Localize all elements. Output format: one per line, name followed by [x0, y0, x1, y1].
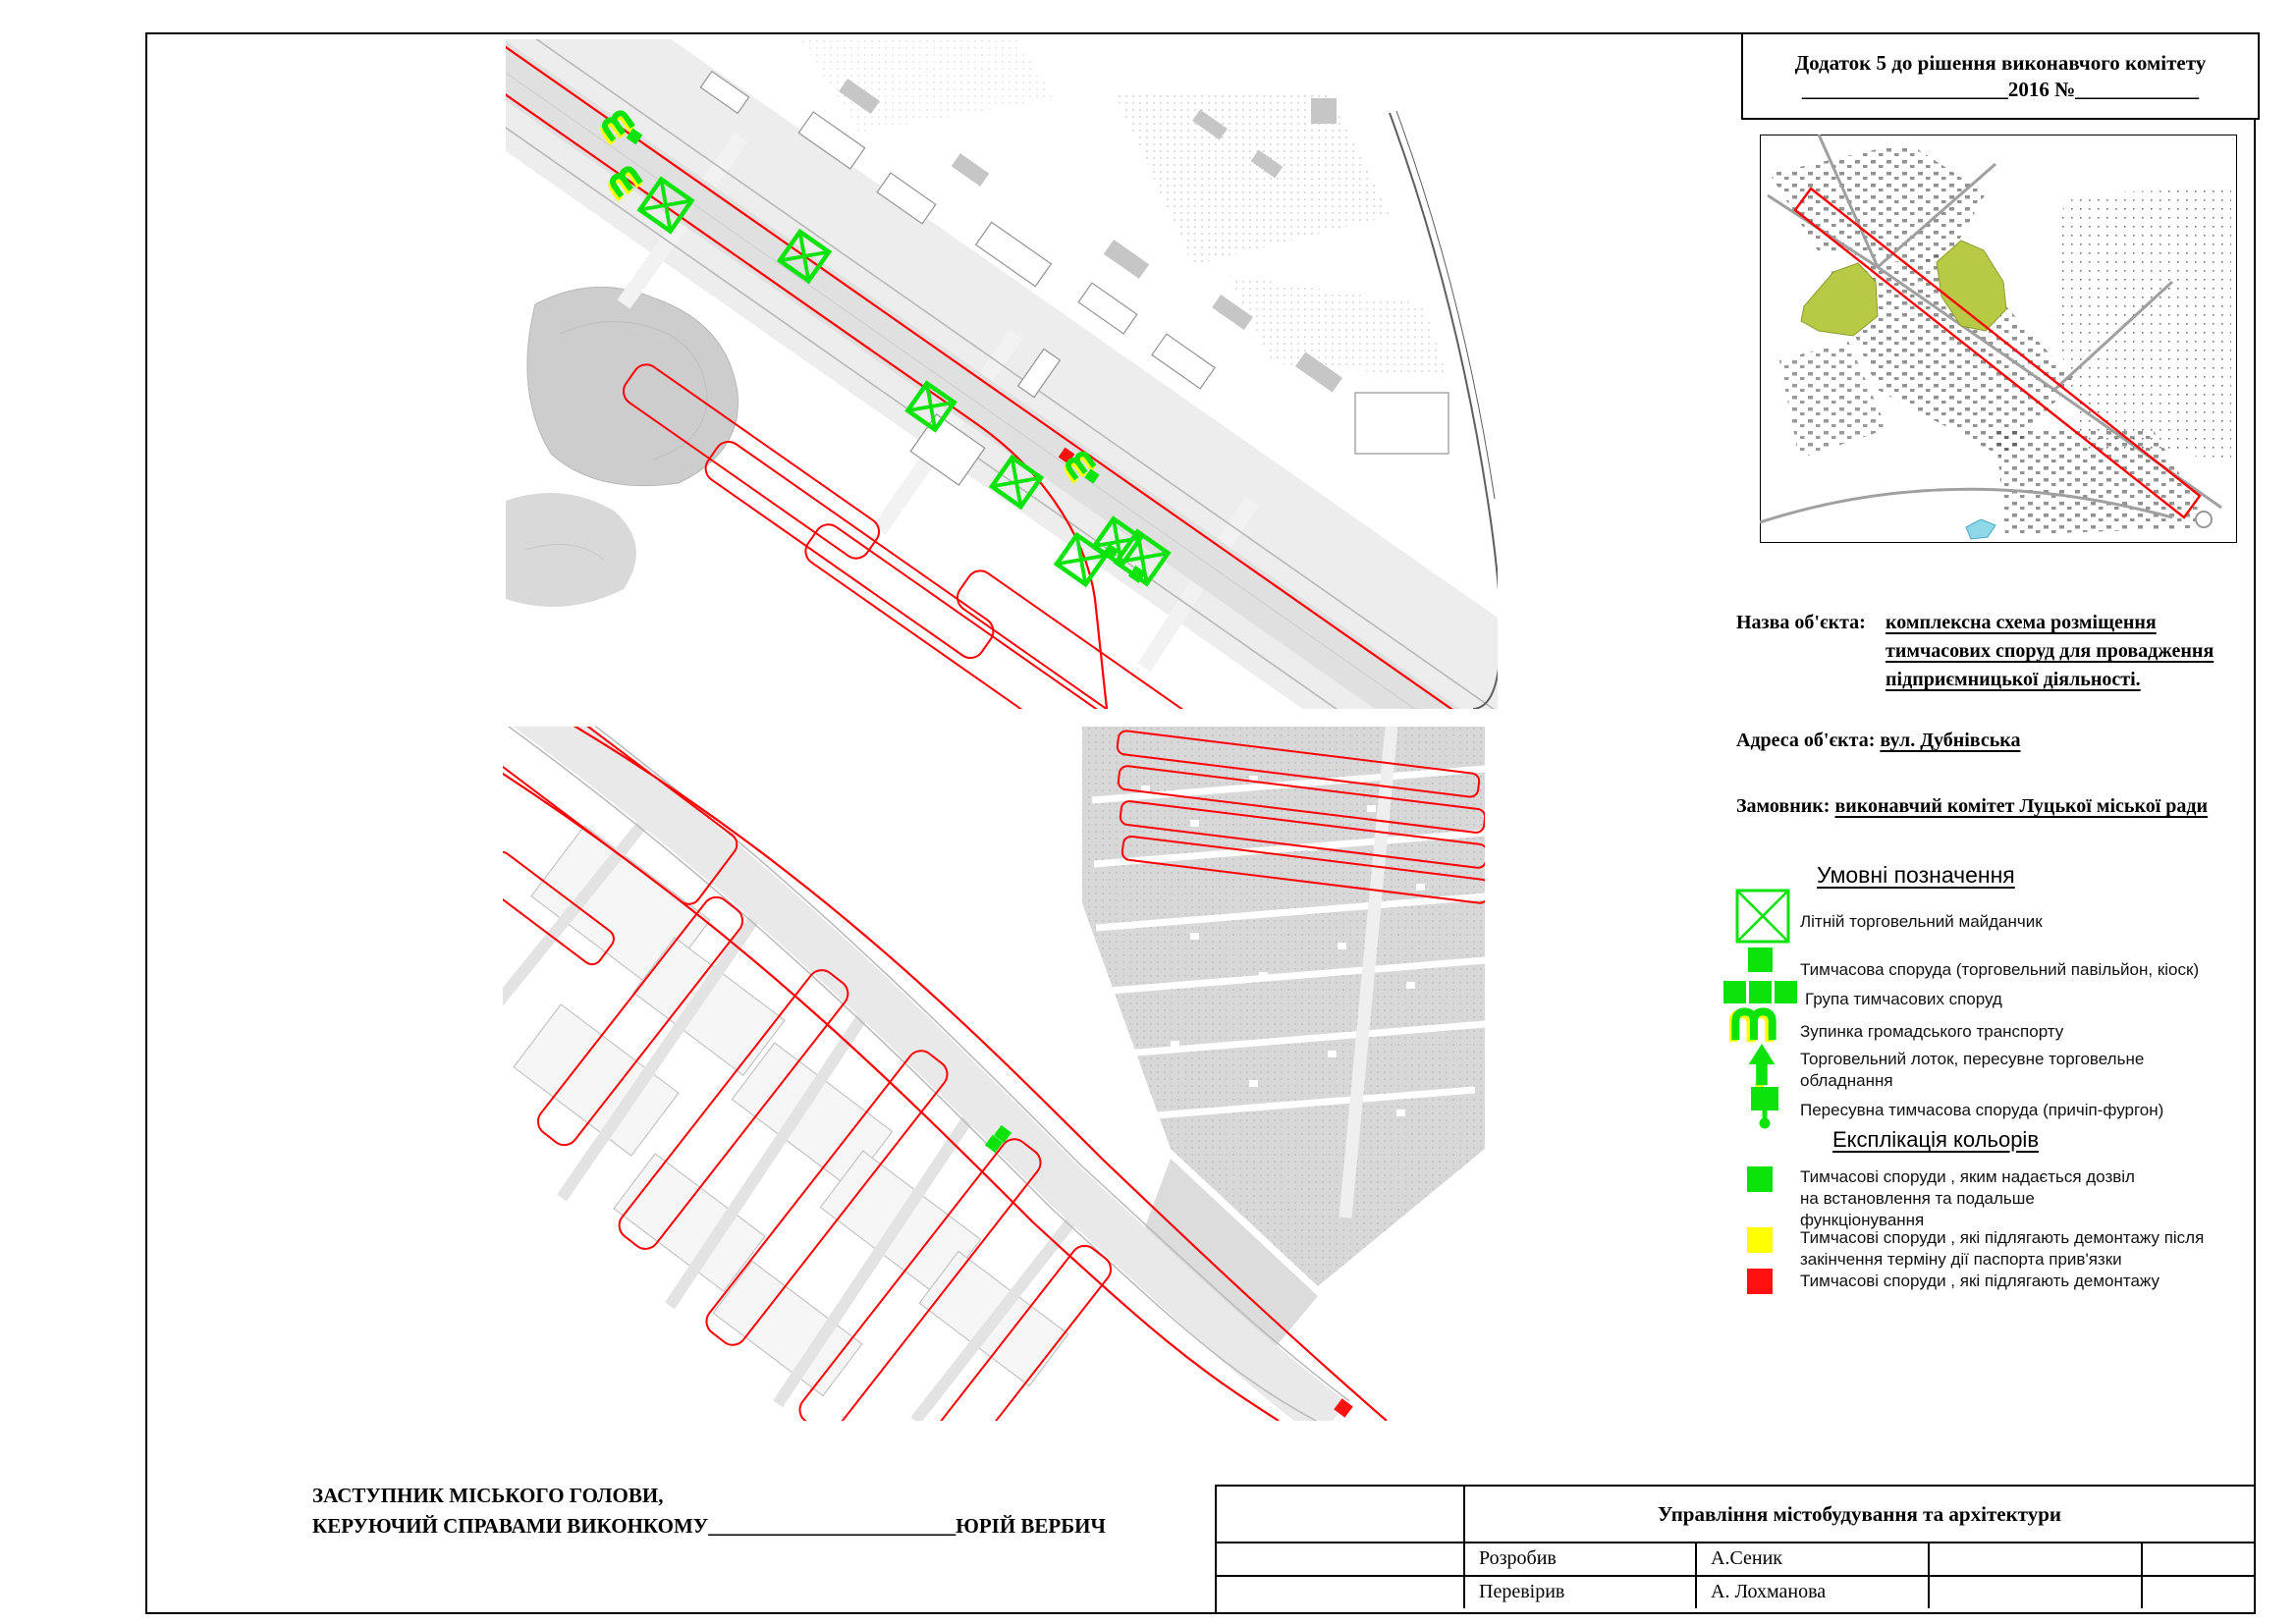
signature-role: КЕРУЮЧИЙ СПРАВАМИ ВИКОНКОМУ — [312, 1514, 709, 1538]
color-legend-title: Експлікація кольорів — [1832, 1127, 2040, 1152]
object-address-value: вул. Дубнівська — [1880, 730, 2021, 751]
crossed-square-icon — [1734, 888, 1791, 947]
signature-block — [312, 1481, 1106, 1542]
legend-item-label: Зупинка громадського транспорту — [1800, 1022, 2064, 1041]
object-name-line: комплексна схема розміщення — [1886, 612, 2157, 633]
inset-map-canvas — [1760, 135, 2237, 543]
customer-block — [1736, 791, 2262, 821]
object-name-line: тимчасових споруд для провадження — [1886, 640, 2214, 662]
green-squares-group-icon — [1723, 980, 1798, 1005]
object-address-label: Адреса об'єкта: — [1736, 730, 1876, 751]
legend-title: Умовні позначення — [1817, 862, 2015, 888]
object-name-line: підприємницької діяльності. — [1886, 669, 2141, 690]
object-address-block — [1736, 730, 2021, 752]
trailer-icon — [1748, 1084, 1781, 1129]
bottom-map-canvas — [503, 727, 1485, 1421]
title-block-empty-cell — [2143, 1542, 2254, 1575]
top-map-canvas — [506, 39, 1498, 709]
appendix-header-box — [1741, 32, 2260, 120]
title-block-name: А.Сеник — [1697, 1542, 1930, 1575]
title-block-empty-cell — [1930, 1575, 2143, 1608]
title-block-empty-cell — [1217, 1542, 1465, 1575]
bus-stop-icon — [1729, 1007, 1778, 1047]
color-legend-label: Тимчасові споруди , які підлягають демонтажу після закінчення терміну дії паспорта прив'язки — [1800, 1228, 2205, 1269]
signature-name: ЮРІЙ ВЕРБИЧ — [956, 1514, 1106, 1538]
title-block-table — [1215, 1485, 2256, 1614]
signature-fill-line: ________________________ — [708, 1514, 957, 1538]
title-block-empty-cell — [1217, 1575, 1465, 1608]
title-block-role: Перевірив — [1465, 1575, 1697, 1608]
appendix-title-line1: Додаток 5 до рішення виконавчого комітету — [1794, 50, 2207, 75]
color-legend-label: Тимчасові споруди , яким надається дозвіл на встановлення та подальше функціонування — [1800, 1167, 2135, 1229]
frame-left — [145, 32, 147, 1614]
inset-overview-map — [1760, 135, 2237, 543]
map-panel-bottom — [503, 727, 1485, 1421]
customer-value: виконавчий комітет Луцької міської ради — [1834, 795, 2209, 817]
title-block-org: Управління містобудування та архітектури — [1658, 1501, 2061, 1526]
legend-item-label: Група тимчасових споруд — [1805, 990, 2002, 1008]
frame-right — [2254, 32, 2256, 1614]
legend-item-label: Торговельний лоток, пересувне торговельне обладнання — [1800, 1050, 2145, 1090]
color-swatch-green — [1747, 1166, 1773, 1192]
legend-item-label: Пересувна тимчасова споруда (причіп-фургон) — [1800, 1101, 2164, 1119]
legend-item-label: Тимчасова споруда (торговельний павільйон, кіоск) — [1800, 960, 2200, 979]
color-swatch-yellow — [1747, 1227, 1773, 1253]
signature-line2 — [312, 1511, 1106, 1542]
title-block-empty-cell — [1217, 1487, 1465, 1542]
title-block-empty-cell — [1930, 1542, 2143, 1575]
green-square-icon — [1747, 947, 1775, 974]
customer-label: Замовник: — [1736, 795, 1831, 817]
color-swatch-red — [1747, 1269, 1773, 1294]
signature-line1: ЗАСТУПНИК МІСЬКОГО ГОЛОВИ, — [312, 1484, 664, 1507]
map-panel-top — [506, 39, 1498, 709]
title-block-name: А. Лохманова — [1697, 1575, 1930, 1608]
object-name-label: Назва об'єкта: — [1736, 612, 1866, 633]
object-name-block — [1736, 609, 2296, 694]
trade-tray-arrow-icon — [1744, 1043, 1779, 1090]
appendix-title-line2: ____________________2016 №____________ — [1801, 77, 2200, 101]
legend-item-label: Літній торговельний майданчик — [1800, 912, 2043, 931]
title-block-role: Розробив — [1465, 1542, 1697, 1575]
color-legend-label: Тимчасові споруди , які підлягають демонтажу — [1800, 1272, 2159, 1290]
title-block-empty-cell — [2143, 1575, 2254, 1608]
